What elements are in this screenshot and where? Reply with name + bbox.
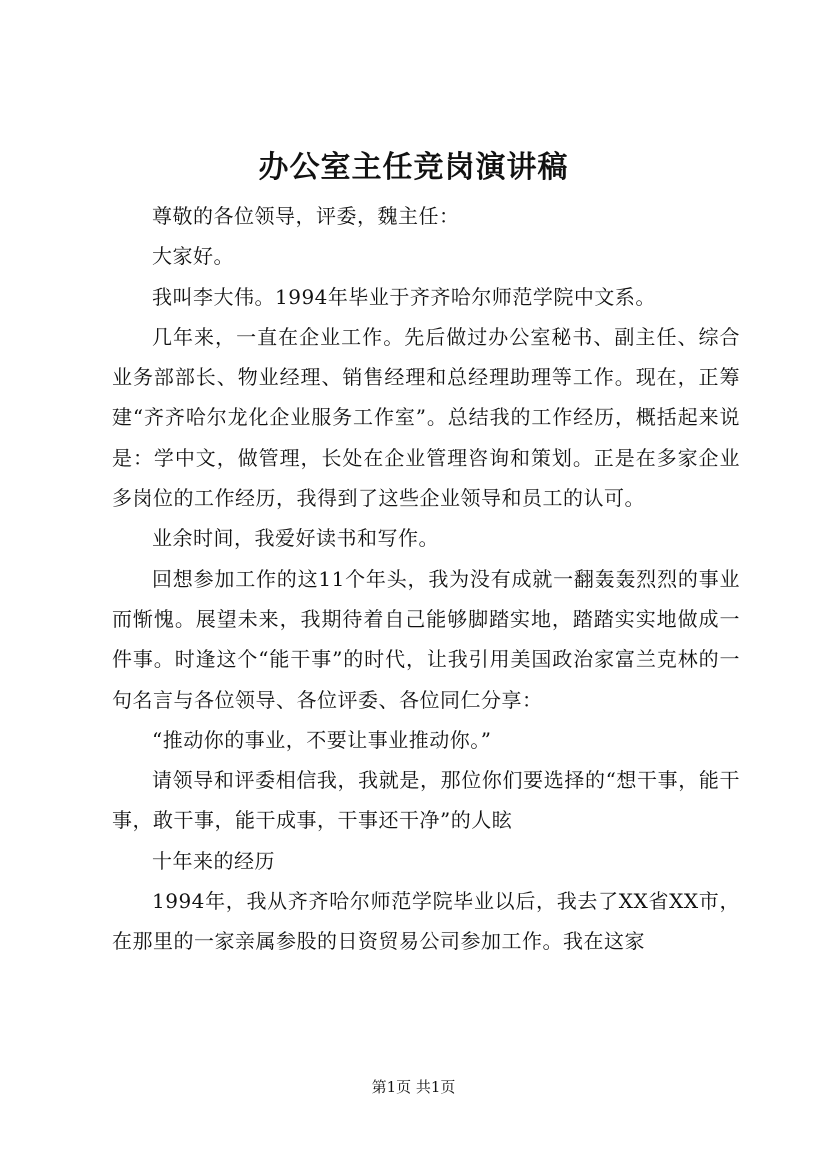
document-title: 办公室主任竞岗演讲稿 — [258, 150, 569, 185]
paragraph-introduction: 我叫李大伟。1994年毕业于齐齐哈尔师范学院中文系。 — [152, 284, 656, 309]
paragraph-salutation: 尊敬的各位领导，评委，魏主任： — [152, 204, 460, 228]
document-body — [112, 196, 740, 962]
paragraph-work-experience: 几年来，一直在企业工作。先后做过办公室秘书、副主任、综合业务部部长、物业经理、销售经理和总经理助理等工作。现在，正筹建“齐齐哈尔龙化企业服务工作室”。总结我的工作经历，概括起来说是：学中文，做管理，长处在企业管理咨询和策划。正是在多家企业多岗位的工作经历，我得到了这些企业领导和员工的认可。 — [112, 324, 740, 511]
paragraph-history: 1994年，我从齐齐哈尔师范学院毕业以后，我去了XX省XX市，在那里的一家亲属参股的日资贸易公司参加工作。我在这家 — [112, 889, 740, 954]
section-heading: 十年来的经历 — [152, 848, 275, 873]
page-footer: 第1页 共1页 — [371, 1078, 456, 1096]
paragraph-quote: “推动你的事业，不要让事业推动你。” — [152, 727, 492, 752]
paragraph-greeting: 大家好。 — [152, 244, 234, 269]
paragraph-reflection: 回想参加工作的这11个年头，我为没有成就一翻轰轰烈烈的事业而惭愧。展望未来，我期待着自己能够脚踏实地，踏踏实实地做成一件事。时逢这个“能干事”的时代，让我引用美国政治家富兰克林的一句名言与各位领导、各位评委、各位同仁分享： — [112, 566, 740, 712]
paragraph-hobbies: 业余时间，我爱好读书和写作。 — [152, 526, 439, 551]
paragraph-appeal: 请领导和评委相信我，我就是，那位你们要选择的“想干事，能干事，敢干事，能干成事，干事还干净”的人眩 — [112, 768, 740, 833]
